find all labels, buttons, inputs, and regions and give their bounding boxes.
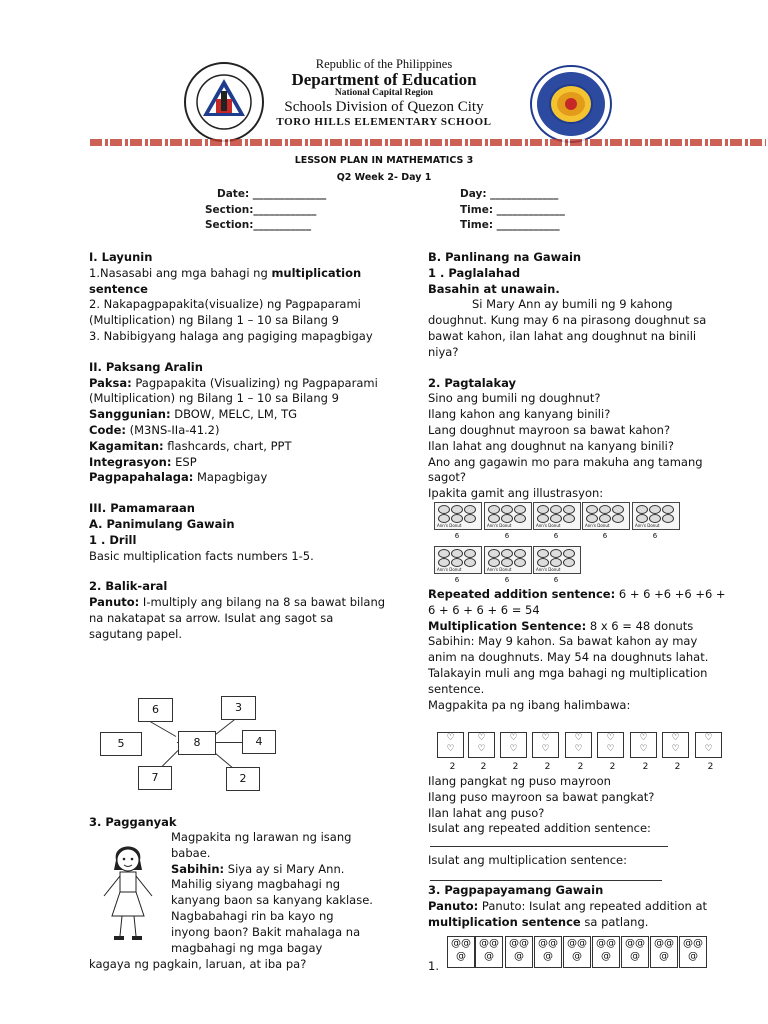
question: Ilang pangkat ng puso mayroon: [428, 774, 611, 788]
question: Lang doughnut mayroon sa bawat kahon?: [428, 422, 671, 437]
objective-3: 3. Nabibigyang halaga ang pagiging mapagbigay: [89, 328, 373, 343]
at-group: @@ @: [563, 936, 591, 968]
heart-count: 2: [609, 762, 616, 772]
header-region: National Capital Region: [334, 88, 434, 98]
diagram-node: 7: [138, 766, 172, 790]
heart-count: 2: [642, 762, 649, 772]
heart-group: ♡ ♡: [532, 732, 559, 758]
subsection-heading: A. Panimulang Gawain: [89, 516, 235, 531]
doughnut-box: Ann's Donut: [484, 502, 532, 530]
pagpapahalaga: Pagpapahalaga: Mapagbigay: [89, 470, 268, 485]
section-heading: 3. Pagpapayamang Gawain: [428, 883, 604, 897]
doughnut-box: Ann's Donut: [434, 502, 482, 530]
at-group: @@ @: [650, 936, 678, 968]
objective-2: 2. Nakapagpapakita(visualize) ng Pagpaparami (Multiplication) ng Bilang 1 – 10 sa Bilang 9: [89, 297, 361, 328]
at-group: @@ @: [679, 936, 707, 968]
time-field: Time: _____________: [460, 204, 565, 216]
answer-line: [430, 846, 668, 847]
lesson-title: LESSON PLAN IN MATHEMATICS 3: [294, 155, 474, 166]
time-field: Time: ____________: [460, 219, 560, 231]
at-group: @@ @: [592, 936, 620, 968]
integrasyon: Integrasyon: ESP: [89, 454, 197, 469]
panuto: Panuto: I-multiply ang bilang na 8 sa bawat bilang na nakatapat sa arrow. Isulat ang sagot sa sagutang papel.: [89, 595, 386, 641]
heart-count: 2: [480, 762, 487, 772]
heart-group: ♡ ♡: [695, 732, 722, 758]
question: Ano ang gagawin mo para makuha ang tamang sagot?: [428, 454, 703, 485]
tray-count: 6: [454, 532, 460, 540]
arrow: [213, 742, 243, 743]
pagtalakay-heading: 2. Pagtalakay: [428, 375, 516, 390]
heart-group: ♡ ♡: [500, 732, 527, 758]
heart-group: ♡ ♡: [630, 732, 657, 758]
heart-count: 2: [512, 762, 519, 772]
doughnut-box: Ann's Donut: [582, 502, 630, 530]
lesson-subtitle: Q2 Week 2- Day 1: [336, 172, 432, 183]
diagram-node: 4: [242, 730, 276, 754]
tray-count: 6: [454, 576, 460, 584]
diagram-node: 2: [226, 767, 260, 791]
balik-aral-heading: 2. Balik-aral: [89, 579, 168, 594]
paksa: Paksa: Pagpapakita (Visualizing) ng Pagpaparami (Multiplication) ng Bilang 1 – 10 sa Bilang 9: [89, 375, 378, 406]
question: Ilang puso mayroon sa bawat pangkat?: [428, 789, 655, 804]
heart-count: 2: [449, 762, 456, 772]
doughnut-box: Ann's Donut: [533, 502, 581, 530]
heart-group: ♡ ♡: [565, 732, 592, 758]
item-number: 1.: [428, 959, 439, 973]
story-text: Si Mary Ann ay bumili ng 9 kahong doughnut. Kung may 6 na pirasong doughnut sa bawat kahon, ilan lahat ang doughnut na binili niya?: [428, 297, 707, 359]
kagamitan: Kagamitan: flashcards, chart, PPT: [89, 438, 292, 453]
tray-count: 6: [553, 576, 559, 584]
heart-count: 2: [544, 762, 551, 772]
paglalahad-heading: 1 . Paglalahad: [428, 265, 521, 280]
heart-group: ♡ ♡: [468, 732, 495, 758]
header-republic: Republic of the Philippines: [315, 57, 453, 71]
tray-count: 6: [602, 532, 608, 540]
sabihin-text: Sabihin: May 9 kahon. Sa bawat kahon ay may anim na doughnuts. May 54 na doughnuts lahat.: [428, 634, 709, 665]
pagpapayaman-section: 3. Pagpapayamang Gawain Panuto: Panuto: Isulat ang repeated addition at multiplication sentence sa patlang.: [428, 883, 728, 930]
doughnut-box: Ann's Donut: [533, 546, 581, 574]
doughnut-box: Ann's Donut: [484, 546, 532, 574]
diagram-node: 3: [221, 696, 256, 720]
section-heading: III. Pamamaraan: [89, 501, 195, 516]
at-group: @@ @: [505, 936, 533, 968]
sanggunian: Sanggunian: DBOW, MELC, LM, TG: [89, 407, 298, 422]
question: Isulat ang repeated addition sentence:: [428, 821, 651, 836]
section-field: Section:___________: [205, 219, 312, 231]
header-divider: [90, 139, 766, 146]
heart-count: 2: [674, 762, 681, 772]
multiplication-sentence: Multiplication Sentence: 8 x 6 = 48 donuts: [428, 618, 694, 633]
basahin-label: Basahin at unawain.: [428, 281, 560, 296]
diagram-node: 6: [138, 698, 173, 722]
repeated-addition: Repeated addition sentence: 6 + 6 +6 +6 +6 + 6 + 6 + 6 + 6 = 54: [428, 587, 726, 617]
right-column: [428, 250, 728, 502]
heart-questions: [428, 774, 728, 837]
header-department: Department of Education: [291, 70, 477, 89]
at-group: @@ @: [475, 936, 503, 968]
doughnut-box: Ann's Donut: [632, 502, 680, 530]
drill-text: Basic multiplication facts numbers 1-5.: [89, 548, 314, 563]
magpakita-text: Magpakita pa ng ibang halimbawa:: [428, 697, 631, 712]
day-field: Day: _____________: [460, 188, 559, 200]
tray-count: 6: [504, 576, 510, 584]
section-heading: B. Panlinang na Gawain: [428, 250, 582, 264]
at-group: @@ @: [621, 936, 649, 968]
doughnut-box: Ann's Donut: [434, 546, 482, 574]
section-heading: I. Layunin: [89, 250, 153, 264]
heart-count: 2: [707, 762, 714, 772]
tray-count: 6: [553, 532, 559, 540]
right-column-middle: [428, 587, 728, 713]
division-seal-logo: [183, 61, 265, 143]
heart-count: 2: [577, 762, 584, 772]
heart-group: ♡ ♡: [437, 732, 464, 758]
pagganyak-text: Magpakita ng larawan ng isang babae. Sabihin: Siya ay si Mary Ann. Mahilig siyang magbahagi ng kanyang baon sa kanyang kaklase. Nagbabahagi rin ba kayo ng inyong baon? Bakit mahalaga na magbahagi ng mga bagay: [171, 830, 373, 955]
diagram-node: 5: [100, 732, 142, 756]
question: Sino ang bumili ng doughnut?: [428, 391, 601, 406]
tray-count: 6: [504, 532, 510, 540]
section-field: Section:____________: [205, 204, 317, 216]
code: Code: (M3NS-IIa-41.2): [89, 422, 220, 437]
talakayin-text: Talakayin muli ang mga bahagi ng multiplication sentence.: [428, 665, 708, 696]
pagganyak-last-line: kagaya ng pagkain, laruan, at iba pa?: [89, 957, 307, 971]
answer-line: [430, 880, 662, 881]
heart-group: ♡ ♡: [597, 732, 624, 758]
at-group: @@ @: [534, 936, 562, 968]
question: Ilan lahat ang puso?: [428, 805, 545, 820]
drill-heading: 1 . Drill: [89, 532, 137, 547]
date-field: Date: ______________: [217, 188, 327, 200]
tray-count: 6: [652, 532, 658, 540]
header-division: Schools Division of Quezon City: [284, 99, 484, 115]
pagganyak-heading: 3. Pagganyak: [89, 815, 177, 829]
question: Ilan lahat ang doughnut na kanyang binili?: [428, 438, 674, 453]
diagram-center: 8: [178, 731, 216, 755]
at-group: @@ @: [447, 936, 475, 968]
question: Ilang kahon ang kanyang binili?: [428, 407, 611, 422]
section-heading: II. Paksang Aralin: [89, 359, 203, 374]
left-column: [89, 250, 389, 643]
arrow: [213, 718, 237, 737]
school-seal-logo: [529, 64, 613, 144]
multiplication-prompt: Isulat ang multiplication sentence:: [428, 853, 628, 867]
header-school: TORO HILLS ELEMENTARY SCHOOL: [276, 116, 492, 128]
girl-illustration: [98, 838, 158, 942]
heart-group: ♡ ♡: [662, 732, 689, 758]
ipakita-text: Ipakita gamit ang illustrasyon:: [428, 486, 604, 501]
objective-1: 1.Nasasabi ang mga bahagi ng multiplication sentence: [89, 265, 362, 296]
